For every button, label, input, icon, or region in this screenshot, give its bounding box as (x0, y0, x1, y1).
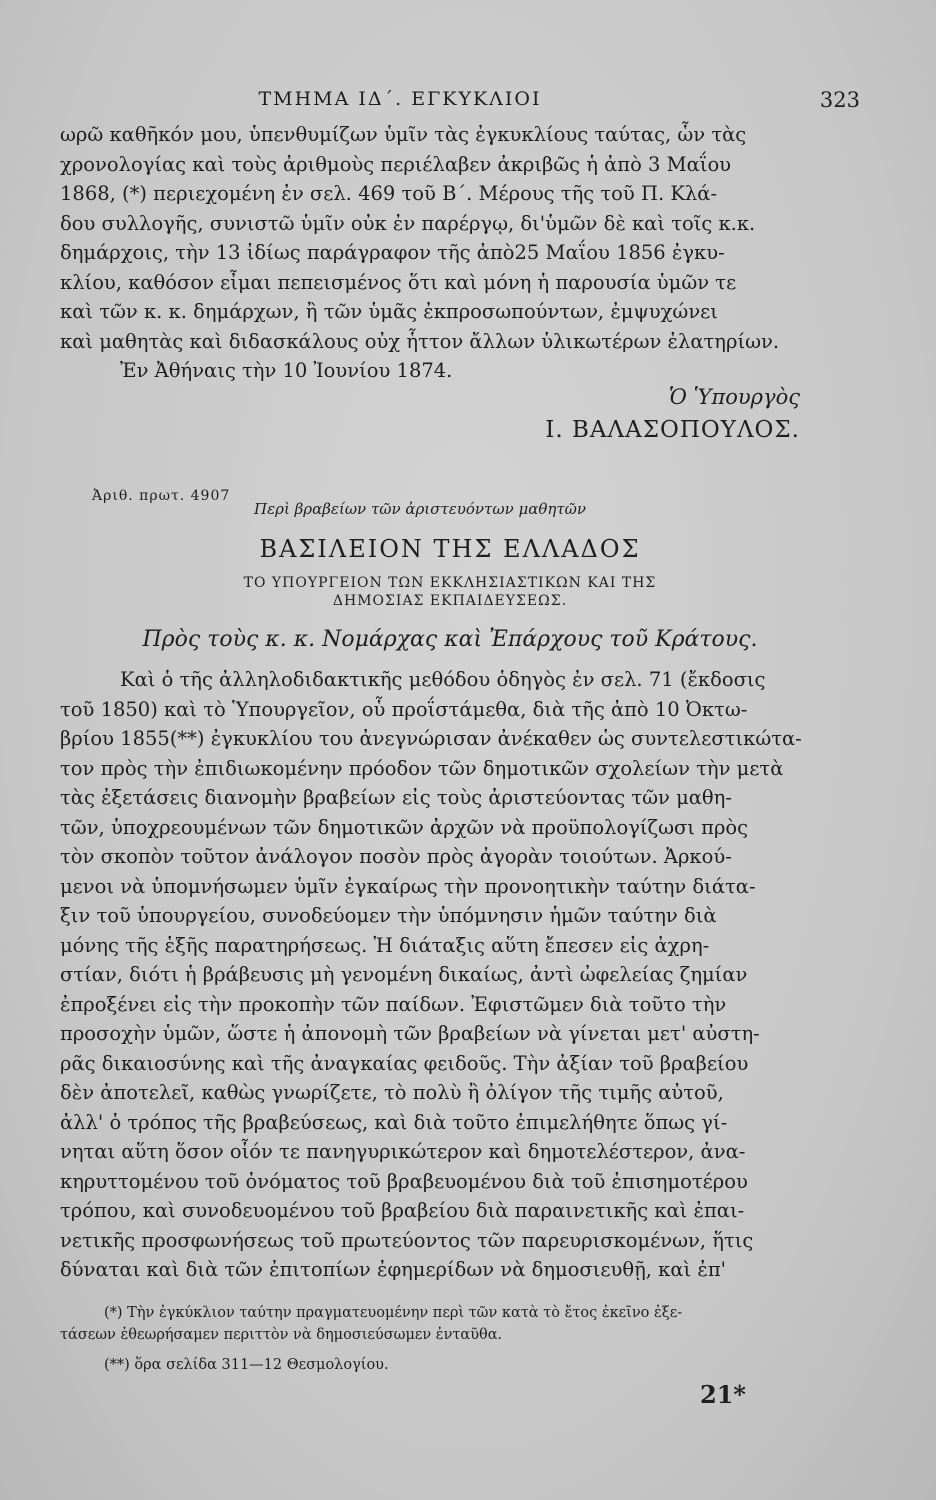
text-line: τὸν σκοπὸν τοῦτον ἀνάλογον ποσὸν πρὸς ἀγορὰν τοιούτων. Ἀρκού- (60, 845, 732, 868)
footnote-2: (**) ὅρα σελίδα 311—12 Θεσμολογίου. (104, 1357, 389, 1373)
text-line: τρόπου, καὶ συνοδευομένου τοῦ βραβείου διὰ παραινετικῆς καὶ ἐπαι- (60, 1199, 745, 1222)
text-line: τῶν, ὑποχρεουμένων τῶν δημοτικῶν ἀρχῶν νὰ προϋπολογίζωσι πρὸς (60, 815, 749, 839)
text-line: ἀλλ' ὁ τρόπος τῆς βραβεύσεως, καὶ διὰ τοῦτο ἐπιμελήθητε ὅπως γί- (60, 1110, 728, 1134)
text-line: τὰς ἐξετάσεις διανομὴν βραβείων εἰς τοὺς ἀριστεύοντας τῶν μαθη- (60, 786, 732, 809)
text-line: δημάρχοις, τὴν 13 ἰδίως παράγραφον τῆς ἀπὸ25 Μαΐου 1856 ἐγκυ- (60, 241, 725, 264)
text-line: ωρῶ καθῆκόν μου, ὑπενθυμίζων ὑμῖν τὰς ἐγκυκλίους ταύτας, ὧν τὰς (60, 123, 747, 146)
text-line: καὶ μαθητὰς καὶ διδασκάλους οὐχ ἧττον ἄλλων ὑλικωτέρων ἐλατηρίων. (60, 329, 780, 353)
text-line: χρονολογίας καὶ τοὺς ἀριθμοὺς περιέλαβεν ἀκριβῶς ἡ ἀπὸ 3 Μαΐου (60, 152, 732, 176)
printer-signature-mark: 21* (700, 1380, 746, 1409)
text-line: μενοι νὰ ὑπομνήσωμεν ὑμῖν ἐγκαίρως τὴν προνοητικὴν ταύτην διάτα- (60, 874, 756, 898)
continuation-paragraph (60, 120, 830, 386)
text-line: δὲν ἀποτελεῖ, καθὼς γνωρίζετε, τὸ πολὺ ἢ ὀλίγον τῆς τιμῆς αὐτοῦ, (60, 1081, 724, 1104)
text-line: 1868, (*) περιεχομένη ἐν σελ. 469 τοῦ Β΄. Μέρους τῆς τοῦ Π. Κλά- (60, 182, 718, 205)
text-line: τον πρὸς τὴν ἐπιδιωκομένην πρόοδον τῶν δημοτικῶν σχολείων τὴν μετὰ (60, 756, 784, 780)
addressee-line: Πρὸς τοὺς κ. κ. Νομάρχας καὶ Ἐπάρχους τοῦ Κράτους. (142, 627, 758, 652)
text-line: δύναται καὶ διὰ τῶν ἐπιτοπίων ἐφημερίδων νὰ δημοσιευθῇ, καὶ ἐπ' (60, 1258, 726, 1281)
footnote-1: (*) Τὴν ἐγκύκλιον ταύτην πραγματευομένην περὶ τῶν κατὰ τὸ ἔτος ἐκεῖνο ἐξε- (104, 1305, 683, 1321)
text-line: νηται αὕτη ὅσον οἷόν τε πανηγυρικώτερον καὶ δημοτελέστερον, ἀνα- (60, 1140, 746, 1163)
text-line: ρᾶς δικαιοσύνης καὶ τῆς ἀναγκαίας φειδοῦς. Τὴν ἀξίαν τοῦ βραβείου (60, 1051, 749, 1075)
circular-subject: Περὶ βραβείων τῶν ἀριστευόντων μαθητῶν (254, 500, 586, 518)
running-title: ΤΜΗΜΑ ΙΔ΄. ΕΓΚΥΚΛΙΟΙ (258, 88, 542, 110)
protocol-number: Ἀριθ. πρωτ. 4907 (92, 488, 231, 504)
text-line: νετικῆς προσφωνήσεως τοῦ πρωτεύοντος τῶν παρευρισκομένων, ἥτις (60, 1228, 754, 1252)
text-line: τοῦ 1850) καὶ τὸ Ὑπουργεῖον, οὗ προΐστάμεθα, διὰ τῆς ἀπὸ 10 Ὀκτω- (60, 697, 748, 721)
signature-name: Ι. ΒΑΛΑΣΟΠΟΥΛΟΣ. (545, 417, 800, 443)
text-line: Καὶ ὁ τῆς ἀλληλοδιδακτικῆς μεθόδου ὁδηγὸς ἐν σελ. 71 (ἔκδοσις (120, 668, 766, 691)
page-number: 323 (819, 88, 860, 112)
running-header (60, 88, 860, 118)
text-line: δου συλλογῆς, συνιστῶ ὑμῖν οὐκ ἐν παρέργῳ, δι'ὑμῶν δὲ καὶ τοῖς κ.κ. (60, 211, 756, 235)
kingdom-heading: ΒΑΣΙΛΕΙΟΝ ΤΗΣ ΕΛΛΑΔΟΣ (259, 535, 641, 563)
ministry-heading (0, 574, 900, 610)
text-line: στίαν, διότι ἡ βράβευσις μὴ γενομένη δικαίως, ἀντὶ ὠφελείας ζημίαν (60, 963, 748, 986)
signature-role: Ὁ Ὑπουργὸς (668, 385, 800, 409)
text-line: καὶ τῶν κ. κ. δημάρχων, ἢ τῶν ὑμᾶς ἐκπροσωπούντων, ἐμψυχώνει (60, 300, 718, 323)
text-line: ἐπροξένει εἰς τὴν προκοπὴν τῶν παίδων. Ἐφιστῶμεν διὰ τοῦτο τὴν (60, 992, 727, 1016)
ministry-line: ΔΗΜΟΣΙΑΣ ΕΚΠΑΙΔΕΥΣΕΩΣ. (332, 593, 568, 609)
text-line: βρίου 1855(**) ἐγκυκλίου του ἀνεγνώρισαν ἀνέκαθεν ὡς συντελεστικώτα- (60, 727, 802, 750)
footnote-1-continuation: τάσεων ἐθεωρήσαμεν περιττὸν νὰ δημοσιεύσωμεν ἐνταῦθα. (60, 1327, 503, 1343)
text-line: κλίου, καθόσον εἶμαι πεπεισμένος ὅτι καὶ μόνη ἡ παρουσία ὑμῶν τε (60, 270, 737, 294)
footnotes (60, 1302, 840, 1376)
ministry-line: ΤΟ ΥΠΟΥΡΓΕΙΟΝ ΤΩΝ ΕΚΚΛΗΣΙΑΣΤΙΚΩΝ ΚΑΙ ΤΗΣ (243, 575, 657, 591)
text-line: κηρυττομένου τοῦ ὀνόματος τοῦ βραβευομένου διὰ τοῦ ἐπισημοτέρου (60, 1169, 748, 1193)
text-line: μόνης τῆς ἑξῆς παρατηρήσεως. Ἡ διάταξις αὕτη ἔπεσεν εἰς ἀχρη- (60, 933, 710, 957)
circular-body (60, 665, 830, 1285)
text-line: προσοχὴν ὑμῶν, ὥστε ἡ ἀπονομὴ τῶν βραβείων νὰ γίνεται μετ' αὐστη- (60, 1022, 760, 1045)
date-line: Ἐν Ἀθήναις τὴν 10 Ἰουνίου 1874. (120, 359, 453, 382)
text-line: ξιν τοῦ ὑπουργείου, συνοδεύομεν τὴν ὑπόμνησιν ἡμῶν ταύτην διὰ (60, 904, 717, 927)
